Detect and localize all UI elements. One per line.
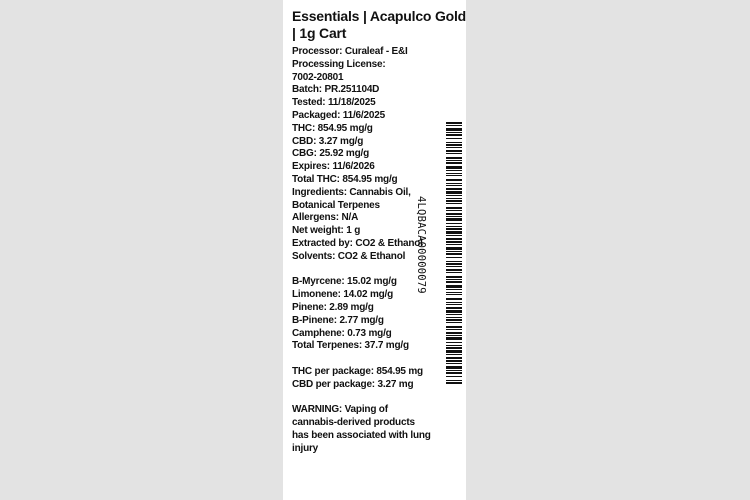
barcode-bar	[446, 150, 462, 152]
total-thc-line: Total THC: 854.95 mg/g	[292, 173, 398, 185]
barcode-bar	[446, 317, 462, 318]
barcode-bar	[446, 307, 462, 309]
barcode-bar	[446, 350, 462, 353]
barcode-bar	[446, 335, 462, 336]
barcode-bar	[446, 289, 462, 290]
processing-license-number: 7002-20801	[292, 71, 344, 83]
barcode-bar	[446, 200, 462, 202]
total-terpenes-line: Total Terpenes: 37.7 mg/g	[292, 340, 409, 352]
terpene-line: Camphene: 0.73 mg/g	[292, 327, 392, 339]
barcode-bar	[446, 191, 462, 194]
barcode-bar	[446, 244, 462, 245]
barcode-bar	[446, 332, 462, 334]
barcode-bar	[446, 223, 462, 224]
barcode-bar	[446, 279, 462, 280]
cbd-per-package-line: CBD per package: 3.27 mg	[292, 378, 414, 390]
barcode-bar	[446, 166, 462, 169]
barcode-bar	[446, 218, 462, 221]
barcode-bar	[446, 122, 462, 124]
barcode-bar	[446, 142, 462, 143]
section-spacer	[292, 353, 432, 366]
barcode-bar	[446, 157, 462, 159]
cbg-line: CBG: 25.92 mg/g	[292, 148, 370, 160]
barcode-bar	[446, 342, 462, 343]
barcode-bar	[446, 251, 462, 252]
barcode-bar	[446, 203, 462, 204]
barcode-bar	[446, 363, 462, 364]
barcode-bar	[446, 357, 462, 359]
barcode-bar	[446, 261, 462, 262]
net-weight-line: Net weight: 1 g	[292, 225, 361, 237]
barcode-bar	[446, 269, 462, 271]
barcode-bar	[446, 380, 462, 381]
barcode-bar	[446, 170, 462, 171]
barcode-bar	[446, 257, 462, 258]
barcode-bar	[446, 382, 462, 384]
barcode-bar	[446, 272, 462, 273]
barcode-bar	[446, 210, 462, 211]
barcode-bar	[446, 226, 462, 227]
barcode-bar	[446, 147, 462, 148]
barcode-bar	[446, 326, 462, 328]
barcode-bar	[446, 304, 462, 305]
label-details	[292, 46, 432, 456]
barcode-bar	[446, 302, 462, 303]
barcode-bar	[446, 247, 462, 250]
tested-date: Tested: 11/18/2025	[292, 97, 376, 109]
barcode-bar	[446, 198, 462, 199]
expires-date: Expires: 11/6/2026	[292, 161, 375, 173]
barcode-bar	[446, 132, 462, 133]
barcode-bar	[446, 238, 462, 240]
batch-line: Batch: PR.251104D	[292, 84, 380, 96]
section-spacer	[292, 264, 432, 277]
barcode-bar	[446, 128, 462, 131]
barcode-bar	[446, 354, 462, 355]
barcode-bar	[446, 292, 462, 293]
barcode-bar	[446, 347, 462, 349]
terpene-line: Pinene: 2.89 mg/g	[292, 301, 374, 313]
terpene-line: B-Pinene: 2.77 mg/g	[292, 314, 384, 326]
allergens-line: Allergens: N/A	[292, 212, 359, 224]
barcode-bar	[446, 366, 462, 369]
processor-line: Processor: Curaleaf - E&I	[292, 46, 408, 57]
barcode-bar	[446, 175, 462, 176]
barcode	[446, 122, 462, 384]
barcode-bar	[446, 216, 462, 217]
barcode-bar	[446, 337, 462, 340]
barcode-bar	[446, 241, 462, 243]
barcode-bar	[446, 138, 462, 139]
product-title: Essentials | Acapulco Gold | 1g Cart	[292, 8, 467, 41]
barcode-bar	[446, 134, 462, 136]
barcode-bar	[446, 188, 462, 190]
barcode-bar	[446, 125, 462, 126]
processing-license-label: Processing License:	[292, 58, 386, 70]
barcode-bar	[446, 213, 462, 215]
barcode-bar	[446, 376, 462, 377]
barcode-bar	[446, 153, 462, 154]
barcode-bars	[446, 122, 462, 384]
barcode-bar	[446, 322, 462, 323]
ingredients-line: Ingredients: Cannabis Oil, Botanical Terpenes	[292, 186, 411, 211]
barcode-bar	[446, 314, 462, 315]
barcode-bar	[446, 263, 462, 265]
barcode-bar	[446, 298, 462, 300]
barcode-bar	[446, 345, 462, 346]
cbd-line: CBD: 3.27 mg/g	[292, 135, 364, 147]
barcode-bar	[446, 370, 462, 371]
barcode-bar	[446, 285, 462, 288]
thc-line: THC: 854.95 mg/g	[292, 122, 373, 134]
barcode-bar	[446, 173, 462, 174]
barcode-bar	[446, 231, 462, 234]
barcode-bar	[446, 294, 462, 295]
warning-text: WARNING: Vaping of cannabis-derived products has been associated with lung injury	[292, 404, 431, 454]
barcode-bar	[446, 253, 462, 255]
barcode-bar	[446, 281, 462, 283]
barcode-bar	[446, 195, 462, 196]
barcode-bar	[446, 160, 462, 161]
barcode-bar	[446, 162, 462, 164]
barcode-bar	[446, 183, 462, 184]
barcode-bar	[446, 360, 462, 362]
barcode-bar	[446, 329, 462, 330]
barcode-number: 4LQBACA00000079	[415, 196, 427, 294]
solvents-line: Solvents: CO2 & Ethanol	[292, 250, 406, 262]
terpene-line: Limonene: 14.02 mg/g	[292, 289, 394, 301]
barcode-bar	[446, 185, 462, 186]
packaged-date: Packaged: 11/6/2025	[292, 109, 385, 121]
section-spacer	[292, 392, 432, 405]
barcode-bar	[446, 179, 462, 181]
barcode-bar	[446, 372, 462, 374]
barcode-bar	[446, 319, 462, 321]
barcode-bar	[446, 276, 462, 278]
barcode-bar	[446, 266, 462, 267]
barcode-bar	[446, 144, 462, 146]
thc-per-package-line: THC per package: 854.95 mg	[292, 365, 423, 377]
barcode-bar	[446, 228, 462, 230]
barcode-bar	[446, 310, 462, 313]
product-label	[283, 0, 466, 500]
barcode-bar	[446, 207, 462, 209]
terpene-line: B-Myrcene: 15.02 mg/g	[292, 276, 397, 288]
extracted-by-line: Extracted by: CO2 & Ethanol	[292, 237, 423, 249]
barcode-bar	[446, 235, 462, 236]
